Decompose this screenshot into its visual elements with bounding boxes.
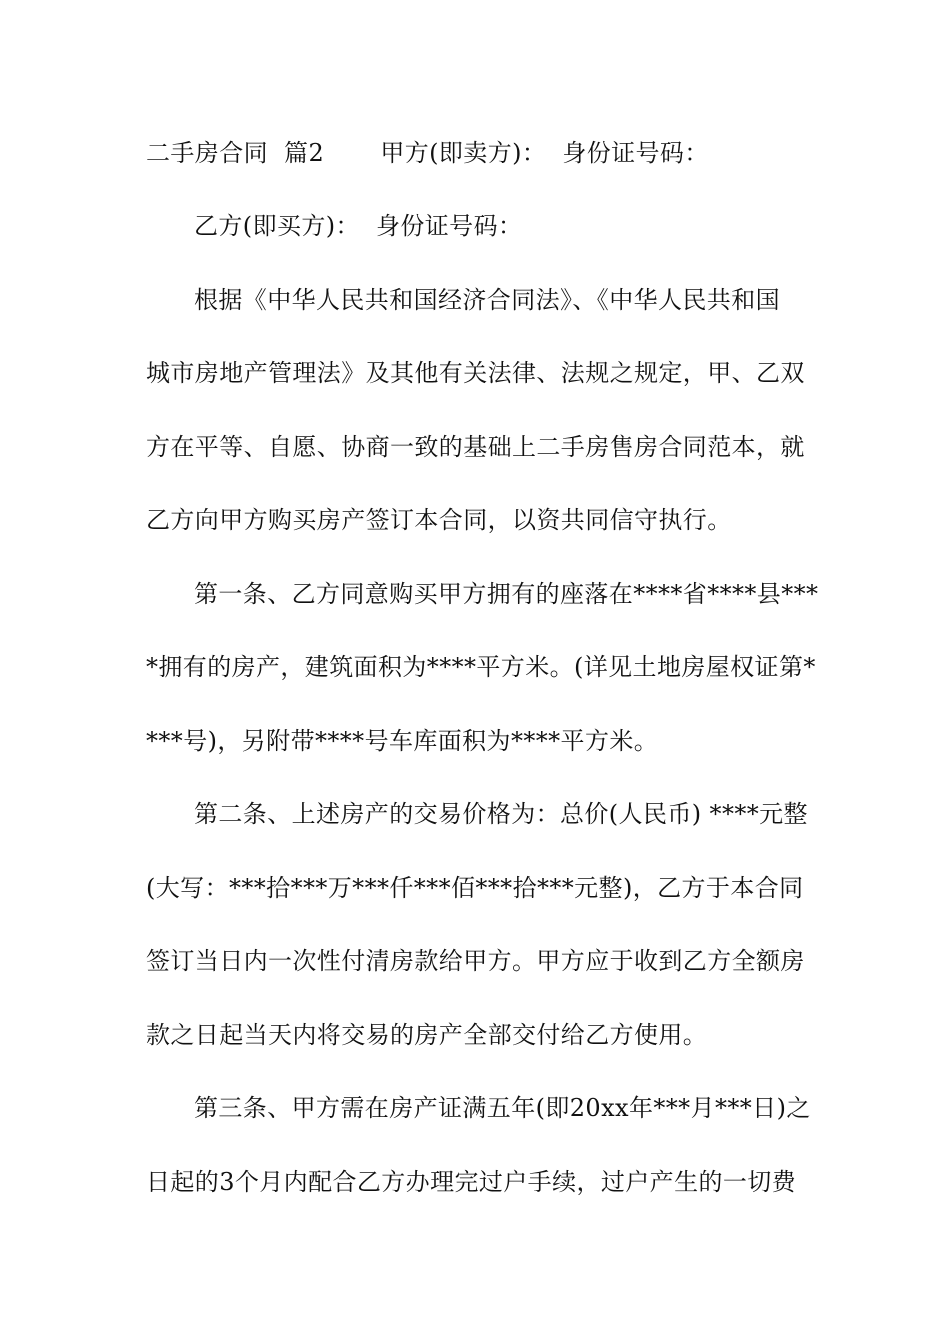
article-3-line-2: 日起的3个月内配合乙方办理完过户手续，过户产生的一切费 [146, 1168, 797, 1196]
article-2-line-3: 签订当日内一次性付清房款给甲方。甲方应于收到乙方全额房 [146, 947, 805, 975]
article-1-line-1: 第一条、乙方同意购买甲方拥有的座落在****省****县*** [194, 580, 819, 608]
article-2-line-1: 第二条、上述房产的交易价格为：总价(人民币) ****元整 [194, 800, 808, 828]
article-2-line-2: (大写：***拾***万***仟***佰***拾***元整)，乙方于本合同 [146, 874, 804, 902]
contract-heading-line: 二手房合同 篇2 甲方(即卖方)： 身份证号码： [146, 139, 709, 167]
preamble-line-2: 城市房地产管理法》及其他有关法律、法规之规定，甲、乙双 [146, 359, 805, 387]
article-3-line-1: 第三条、甲方需在房产证满五年(即20xx年***月***日)之 [194, 1094, 811, 1122]
article-2-line-4: 款之日起当天内将交易的房产全部交付给乙方使用。 [146, 1021, 708, 1049]
buyer-info-line: 乙方(即买方)： 身份证号码： [194, 212, 523, 240]
preamble-line-1: 根据《中华人民共和国经济合同法》、《中华人民共和国 [194, 286, 780, 314]
article-1-line-2: *拥有的房产，建筑面积为****平方米。(详见土地房屋权证第* [146, 653, 816, 681]
preamble-line-3: 方在平等、自愿、协商一致的基础上二手房售房合同范本，就 [146, 433, 805, 461]
article-1-line-3: ***号)，另附带****号车库面积为****平方米。 [146, 727, 659, 755]
preamble-line-4: 乙方向甲方购买房产签订本合同，以资共同信守执行。 [146, 506, 732, 534]
